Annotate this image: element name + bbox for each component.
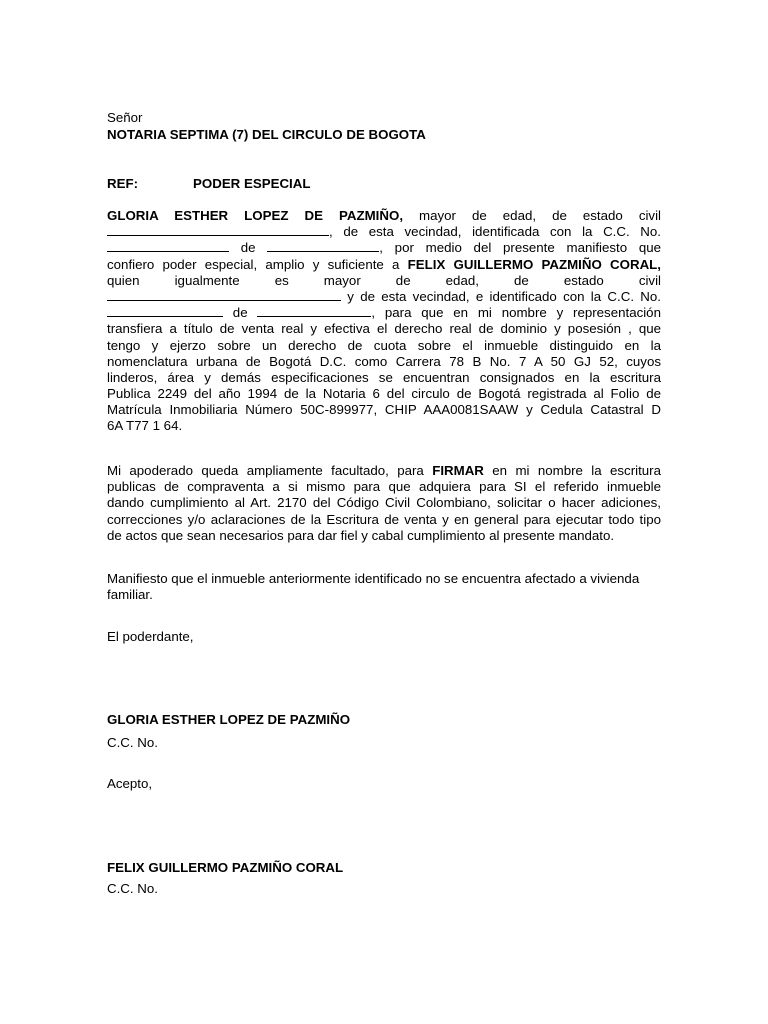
p1-line: tengo y ejerzo sobre un derecho de cuota sobre el inmueble distinguido en la <box>107 337 661 353</box>
grantor-name: GLORIA ESTHER LOPEZ DE PAZMIÑO, <box>107 208 404 223</box>
p2-line: publicas de compraventa a si mismo para que adquiera para SI el referido inmueble <box>107 479 661 495</box>
p2-line: dando cumplimiento al Art. 2170 del Código Civil Colombiano, solicitar o hacer adiciones, <box>107 495 661 511</box>
ref-value: PODER ESPECIAL <box>193 176 311 191</box>
p1-line <box>107 240 661 256</box>
blank-field <box>107 305 223 317</box>
p1-text: , por medio del presente manifiesto que <box>379 240 662 256</box>
p1-line <box>107 273 661 289</box>
p1-text: de <box>232 305 248 321</box>
signer1-id: C.C. No. <box>107 735 158 750</box>
p1-line: nomenclatura urbana de Bogotá D.C. como Carrera 78 B No. 7 A 50 GJ 52, cuyos <box>107 353 661 369</box>
blank-field <box>107 289 341 301</box>
closing: El poderdante, <box>107 629 194 644</box>
p2-text: en mi nombre la escritura <box>492 463 661 478</box>
p1-line <box>107 208 661 224</box>
p1-text: , de esta vecindad, identificada con la C.C. No. <box>329 224 661 240</box>
ref-label: REF: <box>107 176 139 191</box>
paragraph-declaration <box>107 571 661 603</box>
paragraph-powers <box>107 463 661 544</box>
p2-line: correcciones y/o aclaraciones de la Escritura de venta y en general para ejecutar todo tipo <box>107 511 661 527</box>
signer2-name: FELIX GUILLERMO PAZMIÑO CORAL <box>107 860 344 875</box>
salutation: Señor <box>107 110 143 125</box>
p1-line <box>107 305 661 321</box>
p1-line: Publica 2249 del año 1994 de la Notaria 6 del circulo de Bogotá registrada al Folio de <box>107 386 661 402</box>
p1-line: transfiera a título de venta real y efectiva el derecho real de dominio y posesión , que <box>107 321 661 337</box>
p1-text: y de esta vecindad, e identificado con la C.C. No. <box>347 288 661 304</box>
signer1-name: GLORIA ESTHER LOPEZ DE PAZMIÑO <box>107 712 351 727</box>
p3-line: Manifiesto que el inmueble anteriormente identificado no se encuentra afectado a vivienda <box>107 571 640 586</box>
p2-text: Mi apoderado queda ampliamente facultado, para <box>107 463 424 478</box>
p1-text: , para que en mi nombre y representación <box>371 305 661 321</box>
blank-field <box>257 305 371 317</box>
blank-field <box>107 224 329 236</box>
p1-text: de <box>240 240 256 256</box>
signer2-id: C.C. No. <box>107 881 158 896</box>
p1-line: 6A T77 1 64. <box>107 418 183 434</box>
p2-line <box>107 463 661 479</box>
blank-field <box>267 240 379 252</box>
p1-text: mayor de edad, de estado civil <box>419 208 661 223</box>
p1-line: Matrícula Inmobiliaria Número 50C-899977, CHIP AAA0081SAAW y Cedula Catastral D <box>107 402 661 418</box>
recipient: NOTARIA SEPTIMA (7) DEL CIRCULO DE BOGOTA <box>107 127 426 142</box>
p1-line <box>107 257 661 273</box>
p1-line <box>107 224 661 240</box>
paragraph-power-of-attorney <box>107 208 661 435</box>
p1-line: linderos, área y demás especificaciones se encuentran consignados en la escritura <box>107 369 661 385</box>
acceptance: Acepto, <box>107 776 153 791</box>
attorney-name: FELIX GUILLERMO PAZMIÑO CORAL, <box>407 256 661 272</box>
p3-line: familiar. <box>107 587 153 603</box>
p1-line <box>107 289 661 305</box>
p1-text: confiero poder especial, amplio y suficiente a <box>107 256 400 272</box>
firmar-word: FIRMAR <box>432 463 484 478</box>
p2-line: de actos que sean necesarios para dar fiel y cabal cumplimiento al presente mandato. <box>107 527 615 543</box>
blank-field <box>107 240 229 252</box>
p1-text: quien igualmente es mayor de edad, de estado civil <box>107 272 661 288</box>
